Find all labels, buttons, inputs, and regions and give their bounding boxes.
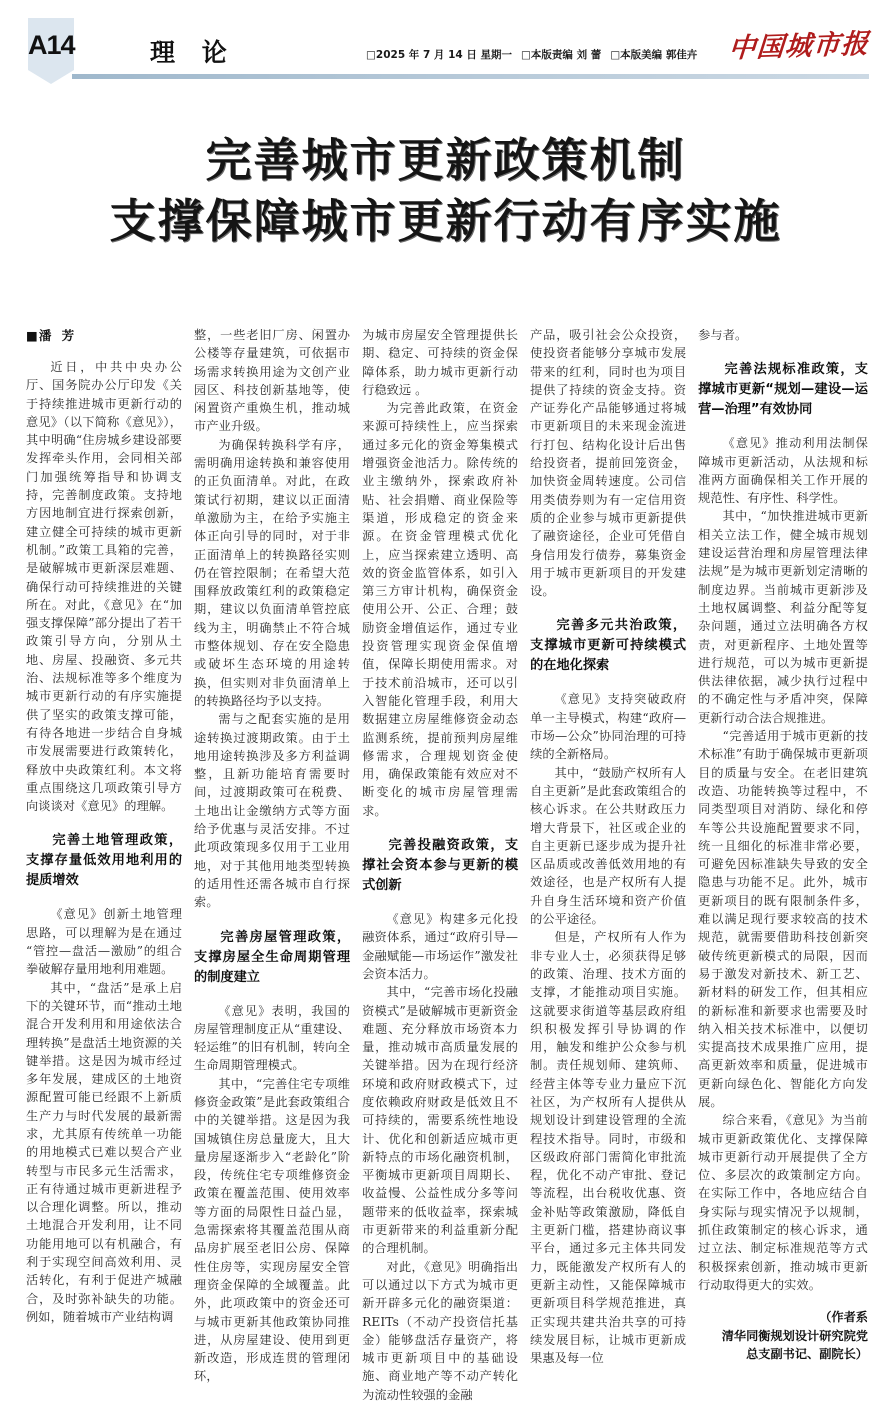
body-paragraph: 其中，“鼓励产权所有人自主更新”是此套政策组合的核心诉求。在公共财政压力增大背景下，社区或企业的自主更新已逐步成为提升社区品质或改善低效用地的有效途径，也是产权所有人提升自身生活环境和资产价值的公平途径。 <box>530 765 687 927</box>
page-tab-pointer <box>28 70 74 84</box>
page-number: A14 <box>28 30 75 60</box>
newspaper-logo: 中国城市报 <box>727 28 871 65</box>
byline-author: 潘 芳 <box>38 328 78 343</box>
section-subheading: 完善多元共治政策，支撑城市更新可持续模式的在地化探索 <box>530 618 687 674</box>
section-title: 理 论 <box>150 38 236 67</box>
body-paragraph: 为城市房屋安全管理提供长期、稳定、可持续的资金保障体系，助力城市更新行动行稳致远 。 <box>362 328 519 397</box>
body-paragraph: “完善适用于城市更新的技术标准”有助于确保城市更新项目的质量与安全。在老旧建筑改造、功能转换等过程中，不同类型项目对消防、绿化和停车等公共设施配置要求不同，统一且细化的标准非常必要，可避免因标准缺失导致的安全隐患与功能不足。此外，城市更新项目的既有限制条件多，难以满足现行要求较高的技术规范，就需要借助科技创新突破传统更新模式的局限，因而易于激发对新技术、新工艺、新材料的研发工作，但其相应的新标准和新要求也需要及时纳入相关技术标准中，以便切实提高技术成果推广应用，提高更新效率和质量，促进城市更新向绿色化、智能化方向发展。 <box>698 729 868 1109</box>
section-subheading: 完善土地管理政策，支撑存量低效用地利用的提质增效 <box>26 833 183 889</box>
byline <box>26 326 182 344</box>
box-glyph-icon: □ <box>521 49 531 61</box>
body-paragraph: 但是，产权所有人作为非专业人士，必须获得足够的政策、治理、技术方面的支撑，才能推动项目实施。这就要求街道等基层政府组织积极发挥引导协调的作用，触发和维护公众参与机制。责任规划师、建筑师、经营主体等专业力量应下沉社区，为产权所有人提供从规划设计到建设管理的全流程技术指导。同时，市级和区级政府部门需简化审批流程，优化不动产审批、登记等流程，出台税收优惠、资金补贴等政策激励，降低自主更新门槛，搭建协商议事平台，通过多元主体共同发力，既能激发产权所有人的更新主动性，又能保障城市更新项目科学规范推进，真正实现共建共治共享的可持续发展目标，让城市更新成果惠及每一位 <box>530 930 687 1366</box>
dateline <box>366 47 706 62</box>
body-paragraph: 近日，中共中央办公厅、国务院办公厅印发《关于持续推进城市更新行动的意见》（以下简称《意见》），其中明确“住房城乡建设部要发挥牵头作用，会同相关部门加强统筹指导和协调支持，完善制度政策。支持地方因地制宜进行探索创新，建立健全可持续的城市更新机制。”政策工具箱的完善，是破解城市更新深层难题、确保行动可持续推进的关键所在。对此，《意见》在“加强支撑保障”部分提出了若干政策引导方向，分别从土地、房屋、投融资、多元共治、法规标准等多个维度为城市更新行动的有序实施提供了坚实的政策支撑可能，有待各地进一步结合自身城市发展需要进行政策转化，释放中央政策红利。本文将重点围绕这几项政策引导方向谈谈对《意见》的理解。 <box>26 360 183 814</box>
section-subheading: 完善法规标准政策，支撑城市更新“规划—建设—运营—治理”有效协同 <box>698 362 868 418</box>
body-paragraph: 对此，《意见》明确指出可以通过以下方式为城市更新开辟多元化的融资渠道：REITs（不动产投资信托基金）能够盘活存量资产，将城市更新项目中的基础设施、商业地产等不动产转化为流动性较强的金融 <box>362 1259 519 1402</box>
body-paragraph: 《意见》推动利用法制保障城市更新活动，从法规和标准两方面确保相关工作开展的规范性、有序性、科学性。 <box>698 436 868 506</box>
dateline-date: 2025 年 7 月 14 日 星期一 <box>375 49 512 61</box>
article-column <box>698 326 868 1362</box>
body-paragraph: 《意见》构建多元化投融资体系，通过“政府引导—金融赋能—市场运作”激发社会资本活力。 <box>362 912 519 981</box>
masthead <box>0 0 891 96</box>
body-paragraph: 其中，“完善市场化投融资模式”是破解城市更新资金难题、充分释放市场资本力量，推动城市高质量发展的关键举措。因为在现行经济环境和政府财政模式下，过度依赖政府财政是低效且不可持续的，需要系统性地设计、优化和创新适应城市更新特点的市场化融资机制，平衡城市更新项目周期长、收益慢、公益性成分多等问题带来的低收益率，探索城市更新带来的利益重新分配的合理机制。 <box>362 985 519 1256</box>
article-column <box>26 326 194 1324</box>
body-paragraph: 产品，吸引社会公众投资，使投资者能够分享城市发展带来的红利，同时也为项目提供了持续的资金支持。资产证券化产品能够通过将城市更新项目的未来现金流进行打包、结构化设计后出售给投资者，提前回笼资金，加快资金周转速度。公司信用类债券则为有一定信用资质的企业参与城市更新提供了融资途径，企业可凭借自身信用发行债券，募集资金用于城市更新项目的开发建设。 <box>530 328 687 599</box>
article-column <box>194 326 362 1384</box>
headline-line-1: 完善城市更新政策机制 <box>205 133 686 187</box>
designer-name: 郭佳卉 <box>665 49 698 61</box>
author-signature <box>698 1308 868 1364</box>
body-paragraph: 为完善此政策，在资金来源可持续性上，应当探索通过多元化的资金筹集模式增强资金池活力。除传统的业主缴纳外，探索政府补贴、社会捐赠、商业保险等渠道，形成稳定的资金来源。在资金管理模式优化上，应当探索建立透明、高效的资金监管体系，如引入第三方审计机构，确保资金使用公开、公正、合理；鼓励资金增值运作，通过专业投资管理实现资金保值增值，保障长期使用需求。对于技术前沿城市，还可以引入智能化管理手段，利用大数据建立房屋维修资金动态监测系统，提前预判房屋维修需求，合理规划资金使用，确保政策能有效应对不断变化的城市房屋管理需求。 <box>362 401 519 818</box>
section-subheading: 完善投融资政策，支撑社会资本参与更新的模式创新 <box>362 838 519 894</box>
section-subheading: 完善房屋管理政策，支撑房屋全生命周期管理的制度建立 <box>194 929 351 985</box>
body-paragraph: 综合来看，《意见》为当前城市更新政策优化、支撑保障城市更新行动开展提供了全方位、多层次的政策制定方向。在实际工作中，各地应结合自身实际与现实情况予以规制，抓住政策制定的核心诉求，通过立法、制定标准规范等方式积极探索创新，推动城市更新行动取得更大的实效。 <box>698 1113 868 1292</box>
body-paragraph: 其中，“加快推进城市更新相关立法工作，健全城市规划建设运营治理和房屋管理法律法规”是为城市更新划定清晰的制度边界。当前城市更新涉及土地权属调整、利益分配等复杂问题，通过立法明确各方权责，对更新程序、土地处置等进行规范，可以为城市更新提供法律依据，减少执行过程中的不确定性与矛盾冲突，保障更新行动合法合规推进。 <box>698 509 868 725</box>
masthead-rule <box>72 74 869 79</box>
body-paragraph: 参与者。 <box>698 328 748 342</box>
body-paragraph: 需与之配套实施的是用途转换过渡期政策。由于土地用途转换涉及多方利益调整，且新功能培育需要时间，过渡期政策可在税费、土地出让金缴纳方式等方面给予优惠与灵活安排。不过此项政策现多仅用于工业用地，对于其他用地类型转换的适用性还需各城市自行探索。 <box>194 712 351 910</box>
page-title <box>0 130 891 251</box>
signature-line-3: 总支副书记、副院长） <box>746 1347 868 1362</box>
article-column <box>530 326 698 1366</box>
body-paragraph: 其中，“完善住宅专项维修资金政策”是此套政策组合中的关键举措。这是因为我国城镇住房总量庞大，且大量房屋逐渐步入“老龄化”阶段，传统住宅专项维修资金政策在覆盖范围、使用效率等方面的局限性日益凸显，急需探索将其覆盖范围从商品房扩展至老旧公房、保障性住房等，实现房屋安全管理资金保障的全域覆盖。此外，此项政策中的资金还可与城市更新其他政策协同推进，从房屋建设、使用到更新改造，形成连贯的管理闭环， <box>194 1076 351 1384</box>
editor-label: 本版责编 <box>530 49 573 61</box>
designer-label: 本版美编 <box>620 49 663 61</box>
article-body <box>26 326 868 1402</box>
byline-mark-icon: ■ <box>26 328 39 343</box>
body-paragraph: 《意见》支持突破政府单一主导模式，构建“政府—市场—公众”协同治理的可持续的全新格局。 <box>530 692 687 762</box>
body-paragraph: 整，一些老旧厂房、闲置办公楼等存量建筑，可依据市场需求转换用途为文创产业园区、科技创新基地等，使闲置资产重焕生机，推动城市产业升级。 <box>194 328 351 434</box>
body-paragraph: 为确保转换科学有序，需明确用途转换和兼容使用的正负面清单。对此，在政策试行初期，建议以正面清单激励为主，在给予实施主体正向引导的同时，对于非正面清单上的转换路径实则仍在管控限制；在希望大范围释放政策红利的政策稳定期，建议以负面清单管控底线为主，明确禁止不符合城市整体规划、存在安全隐患或破坏生态环境的用途转换，但实则对非负面清单上的转换路径均予以支持。 <box>194 437 351 708</box>
body-paragraph: 《意见》创新土地管理思路，可以理解为是在通过“管控—盘活—激励”的组合拳破解存量用地利用难题。 <box>26 907 183 977</box>
signature-line-1: （作者系 <box>819 1310 868 1325</box>
headline-line-2: 支撑保障城市更新行动有序实施 <box>109 193 782 248</box>
article-column <box>362 326 530 1402</box>
body-paragraph: 《意见》表明，我国的房屋管理制度正从“重建设、轻运维”的旧有机制，转向全生命周期管理模式。 <box>194 1003 351 1073</box>
body-paragraph: 其中，“盘活”是承上启下的关键环节，而“推动土地混合开发利用和用途依法合理转换”是盘活土地资源的关键举措。这是因为城市经过多年发展，建成区的土地资源配置可能已经跟不上新质生产力与时代发展的最新需求，尤其原有传统单一功能的用地模式已难以契合产业转型与市民多元生活需求，正有待通过城市更新进程予以合理化调整。所以，推动土地混合开发利用，让不同功能用地可以有机融合，有利于实现空间高效利用、灵活转化，有利于促进产城融合，及时弥补缺失的功能。例如，随着城市产业结构调 <box>26 980 183 1324</box>
box-glyph-icon: □ <box>610 49 621 61</box>
signature-line-2: 清华同衡规划设计研究院党 <box>721 1328 868 1343</box>
box-glyph-icon: □ <box>366 49 376 61</box>
editor-name: 刘 蕾 <box>576 49 602 61</box>
